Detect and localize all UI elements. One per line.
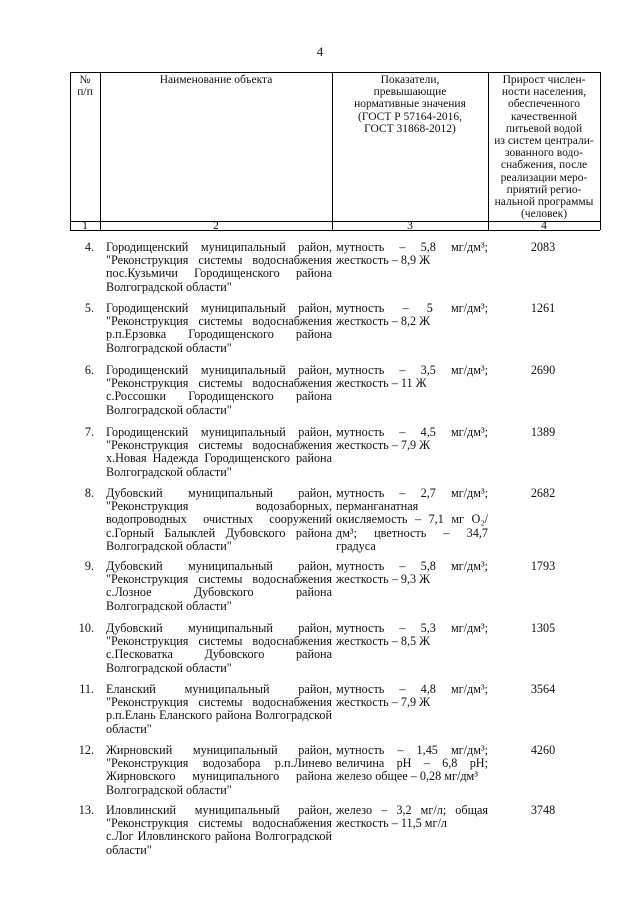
population-growth: 3748 <box>530 803 556 817</box>
row-number: 5. <box>84 301 94 315</box>
population-growth: 4260 <box>530 743 556 757</box>
page-number: 4 <box>316 44 324 59</box>
object-name: Дубовский муниципальный район, "Реконструкция водозаборных, водопроводных очистных сооружений с.Горный Балыклей Дубовского района Волгоградской области" <box>106 486 332 553</box>
population-growth: 2682 <box>530 486 556 500</box>
column-number-1: 1 <box>82 220 88 232</box>
header-number: № п/п <box>77 74 93 99</box>
object-name: Дубовский муниципальный район, "Реконструкция системы водоснабжения с.Лозное Дубовского района Волгоградской области" <box>106 559 332 613</box>
indicators: мутность – 5,8 мг/дм³; жесткость – 8,9 Ж <box>336 240 488 268</box>
population-growth: 2083 <box>530 240 556 254</box>
indicators: железо – 3,2 мг/л; общая жесткость – 11,5 мг/л <box>336 803 488 831</box>
row-number: 13. <box>78 803 94 817</box>
object-name: Еланский муниципальный район, "Реконструкция системы водоснабжения р.п.Елань Еланского района Волгоградской области" <box>106 682 332 736</box>
row-number: 12. <box>78 743 94 757</box>
object-name: Городищенский муниципальный район, "Реконструкция системы водоснабжения р.п.Ерзовка Городищенского района Волгоградской области" <box>106 301 332 355</box>
header-population-growth: Прирост числен- ности населения, обеспеченного качественной питьевой водой из систем централи- зованного водо- снабжения, после реализации меро- приятий регио- нальной программы (человек) <box>494 74 594 221</box>
row-number: 8. <box>84 486 94 500</box>
object-name: Городищенский муниципальный район, "Реконструкция системы водоснабжения с.Россошки Городищенского района Волгоградской области" <box>106 363 332 417</box>
row-number: 7. <box>84 425 94 439</box>
row-number: 9. <box>84 559 94 573</box>
indicators: мутность – 4,8 мг/дм³; жесткость – 7,9 Ж <box>336 682 488 710</box>
column-number-2: 2 <box>213 220 219 232</box>
indicators: мутность – 1,45 мг/дм³; величина рН – 6,8 рН; железо общее – 0,28 мг/дм³ <box>336 743 488 784</box>
column-number-4: 4 <box>541 220 547 232</box>
row-number: 10. <box>78 621 94 635</box>
indicators: мутность – 3,5 мг/дм³; жесткость – 11 Ж <box>336 363 488 391</box>
object-name: Дубовский муниципальный район, "Реконструкция системы водоснабжения с.Песковатка Дубовского района Волгоградской области" <box>106 621 332 675</box>
header-indicators: Показатели, превышающие нормативные значения (ГОСТ Р 57164-2016, ГОСТ 31868-2012) <box>354 74 466 135</box>
object-name: Городищенский муниципальный район, "Реконструкция системы водоснабжения х.Новая Надежда Городищенского района Волгоградской области" <box>106 425 332 479</box>
population-growth: 1793 <box>530 559 556 573</box>
indicators: мутность – 2,7 мг/дм³; перманганатная окисляемость – 7,1 мг О₂/дм³; цветность – 34,7 градуса <box>336 486 488 553</box>
population-growth: 1261 <box>530 301 556 315</box>
indicators: мутность – 5,3 мг/дм³; жесткость – 8,5 Ж <box>336 621 488 649</box>
row-number: 4. <box>84 240 94 254</box>
column-number-3: 3 <box>407 220 413 232</box>
row-number: 11. <box>79 682 94 696</box>
object-name: Жирновский муниципальный район, "Реконструкция водозабора р.п.Линево Жирновского муниципального района Волгоградской области" <box>106 743 332 797</box>
object-name: Иловлинский муниципальный район, "Реконструкция системы водоснабжения с.Лог Иловлинского района Волгоградской области" <box>106 803 332 857</box>
population-growth: 1305 <box>530 621 556 635</box>
object-name: Городищенский муниципальный район, "Реконструкция системы водоснабжения пос.Кузьмичи Городищенского района Волгоградской области" <box>106 240 332 294</box>
population-growth: 2690 <box>530 363 556 377</box>
indicators: мутность – 5 мг/дм³; жесткость – 8,2 Ж <box>336 301 488 329</box>
population-growth: 1389 <box>530 425 556 439</box>
indicators: мутность – 4,5 мг/дм³; жесткость – 7,9 Ж <box>336 425 488 453</box>
row-number: 6. <box>84 363 94 377</box>
population-growth: 3564 <box>530 682 556 696</box>
header-object-name: Наименование объекта <box>159 74 273 86</box>
indicators: мутность – 5,8 мг/дм³; жесткость – 9,3 Ж <box>336 559 488 587</box>
table-header <box>70 72 600 230</box>
